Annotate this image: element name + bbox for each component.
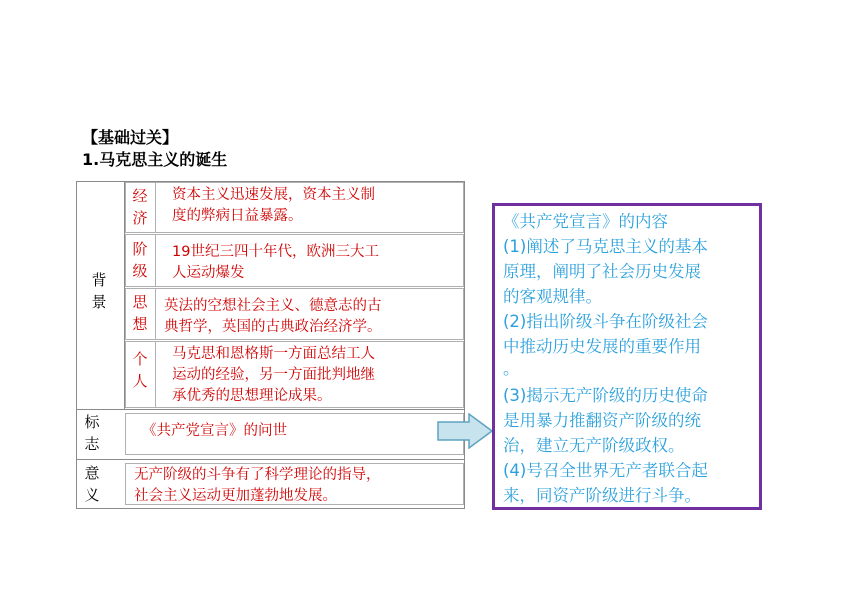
sign-text <box>142 421 287 442</box>
label-char: 志 <box>84 435 100 453</box>
manifesto-content-panel <box>492 203 762 510</box>
row-thought-text <box>164 296 382 338</box>
panel-line: 。 <box>503 359 520 378</box>
cell-line: 马克思和恩格斯一方面总结工人 <box>172 346 375 362</box>
panel-line: 原理，阐明了社会历史发展 <box>503 262 701 281</box>
cell-line: 资本主义迅速发展，资本主义制 <box>172 187 375 203</box>
background-label <box>88 269 110 313</box>
panel-line: 的客观规律。 <box>503 287 602 306</box>
cell-line: 承优秀的思想理论成果。 <box>172 388 332 404</box>
label-char: 义 <box>84 486 100 504</box>
sign-label <box>81 411 103 455</box>
row-individual-divider <box>155 341 156 408</box>
label-char: 想 <box>132 315 148 333</box>
label-char: 个 <box>132 350 148 368</box>
meaning-text <box>134 465 381 507</box>
row-economy-divider <box>155 182 156 233</box>
row-class-label <box>129 238 151 282</box>
origin-table <box>76 181 465 508</box>
row-economy-label <box>129 185 151 229</box>
panel-line: 是用暴力推翻资产阶级的统 <box>503 411 701 430</box>
label-char: 经 <box>132 187 148 205</box>
panel-line: 来，同资产阶级进行斗争。 <box>503 486 701 505</box>
background-label-char: 背 <box>91 271 107 289</box>
row-class-divider <box>155 234 156 287</box>
panel-line: 治，建立无产阶级政权。 <box>503 436 685 455</box>
row-class-text <box>172 242 379 284</box>
row-individual-text <box>172 344 375 407</box>
row-economy-text <box>172 185 375 227</box>
panel-line: (2)指出阶级斗争在阶级社会 <box>503 312 708 331</box>
table-divider-meaning <box>76 459 465 460</box>
right-arrow-icon <box>437 413 493 449</box>
meaning-label <box>81 462 103 506</box>
row-thought-divider <box>155 288 156 340</box>
cell-line: 《共产党宣言》的问世 <box>142 423 287 439</box>
panel-line: (4)号召全世界无产者联合起 <box>503 461 708 480</box>
cell-line: 度的弊病日益暴露。 <box>172 208 303 224</box>
label-char: 思 <box>132 293 148 311</box>
label-char: 标 <box>84 413 100 431</box>
section-heading: 【基础过关】 <box>82 128 179 147</box>
table-divider-sign <box>76 409 465 410</box>
background-label-char: 景 <box>91 293 107 311</box>
cell-line: 社会主义运动更加蓬勃地发展。 <box>134 488 337 504</box>
label-char: 人 <box>132 372 148 390</box>
panel-line: (3)揭示无产阶级的历史使命 <box>503 386 708 405</box>
label-char: 级 <box>132 262 148 280</box>
row-individual-label <box>129 348 151 392</box>
table-border-bottom <box>76 508 465 509</box>
panel-title: 《共产党宣言》的内容 <box>503 212 668 231</box>
subheading: 1.马克思主义的诞生 <box>82 150 228 169</box>
panel-line: (1)阐述了马克思主义的基本 <box>503 237 708 256</box>
cell-line: 英法的空想社会主义、德意志的古 <box>164 298 382 314</box>
cell-line: 运动的经验，另一方面批判地继 <box>172 367 375 383</box>
cell-line: 人运动爆发 <box>172 265 245 281</box>
label-char: 济 <box>132 209 148 227</box>
cell-line: 典哲学，英国的古典政治经济学。 <box>164 319 382 335</box>
cell-line: 无产阶级的斗争有了科学理论的指导， <box>134 467 381 483</box>
cell-line: 19世纪三四十年代，欧洲三大工 <box>172 244 379 260</box>
label-char: 意 <box>84 464 100 482</box>
label-char: 阶 <box>132 240 148 258</box>
row-thought-label <box>129 291 151 335</box>
panel-line: 中推动历史发展的重要作用 <box>503 337 701 356</box>
